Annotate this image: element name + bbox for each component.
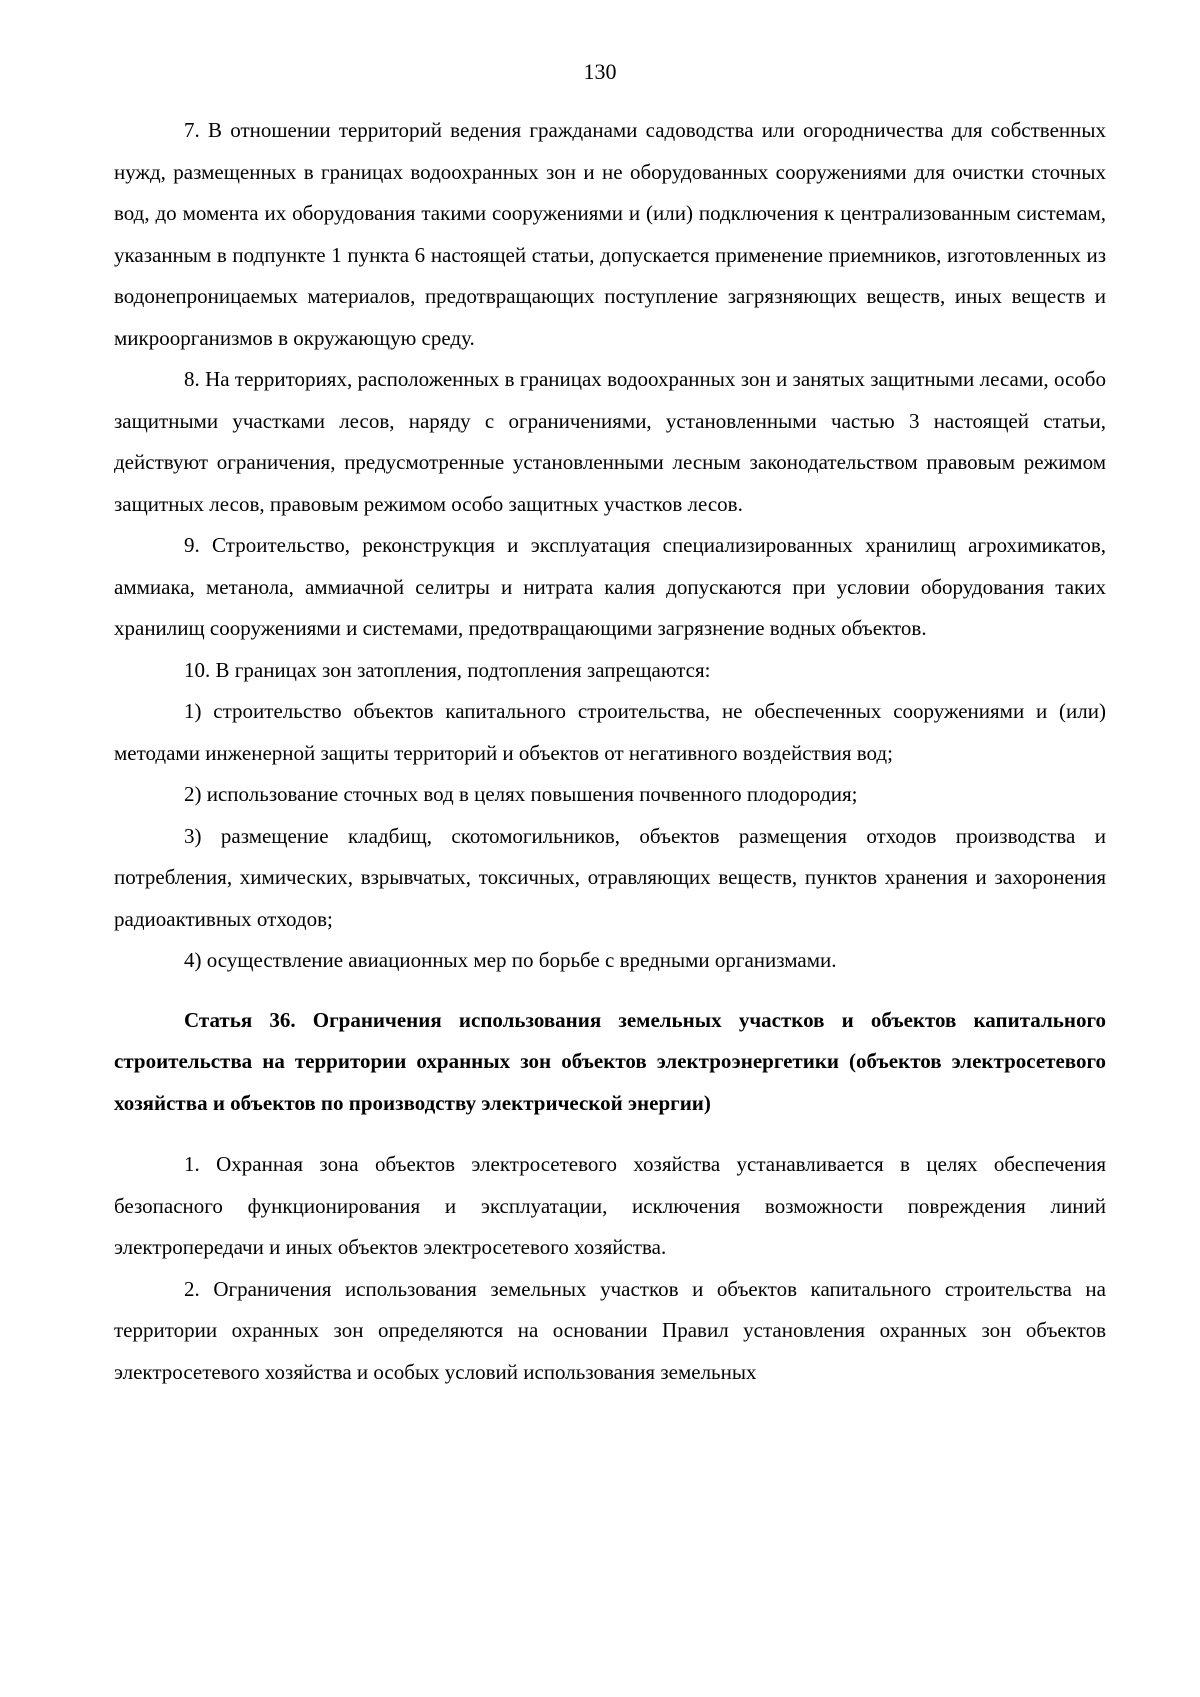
paragraph-8: 8. На территориях, расположенных в границах водоохранных зон и занятых защитными лесами, особо защитными участками лесов, наряду с ограничениями, установленными частью 3 настоящей статьи, действуют ограничения, предусмотренные установленными лесным законодательством правовым режимом защитных лесов, правовым режимом особо защитных участков лесов. xyxy=(114,367,1106,516)
list-item-4: 4) осуществление авиационных мер по борьбе с вредными организмами. xyxy=(184,948,837,972)
list-item-3: 3) размещение кладбищ, скотомогильников, объектов размещения отходов производства и потребления, химических, взрывчатых, токсичных, отравляющих веществ, пунктов хранения и захоронения радиоактивных отходов; xyxy=(114,823,1106,931)
list-item-1: 1) строительство объектов капитального строительства, не обеспеченных сооружениями и (или) методами инженерной защиты территорий и объектов от негативного воздействия вод; xyxy=(114,699,1106,765)
paragraph-7: 7. В отношении территорий ведения гражданами садоводства или огородничества для собственных нужд, размещенных в границах водоохранных зон и не оборудованных сооружениями для очистки сточных вод, до момента их оборудования такими сооружениями и (или) подключения к централизованным системам, указанным в подпункте 1 пункта 6 настоящей статьи, допускается применение приемников, изготовленных из водонепроницаемых материалов, предотвращающих поступление загрязняющих веществ, иных веществ и микроорганизмов в окружающую среду. xyxy=(114,118,1106,350)
list-item-2: 2) использование сточных вод в целях повышения почвенного плодородия; xyxy=(184,782,858,806)
article-paragraph-2: 2. Ограничения использования земельных участков и объектов капитального строительства на территории охранных зон определяются на основании Правил установления охранных зон объектов электросетевого хозяйства и особых условий использования земельных xyxy=(114,1276,1106,1384)
paragraph-10: 10. В границах зон затопления, подтопления запрещаются: xyxy=(184,657,711,682)
paragraph-9: 9. Строительство, реконструкция и эксплуатация специализированных хранилищ агрохимикатов, аммиака, метанола, аммиачной селитры и нитрата калия допускаются при условии оборудования таких хранилищ сооружениями и системами, предотвращающими загрязнение водных объектов. xyxy=(114,533,1106,640)
article-paragraph-1: 1. Охранная зона объектов электросетевого хозяйства устанавливается в целях обеспечения безопасного функционирования и эксплуатации, исключения возможности повреждения линий электропередачи и иных объектов электросетевого хозяйства. xyxy=(114,1152,1106,1259)
article-heading: Статья 36. Ограничения использования земельных участков и объектов капитального строительства на территории охранных зон объектов электроэнергетики (объектов электросетевого хозяйства и объектов по производству электрической энергии) xyxy=(114,1007,1106,1115)
page-number: 130 xyxy=(583,59,617,84)
document-body xyxy=(114,110,1106,1393)
